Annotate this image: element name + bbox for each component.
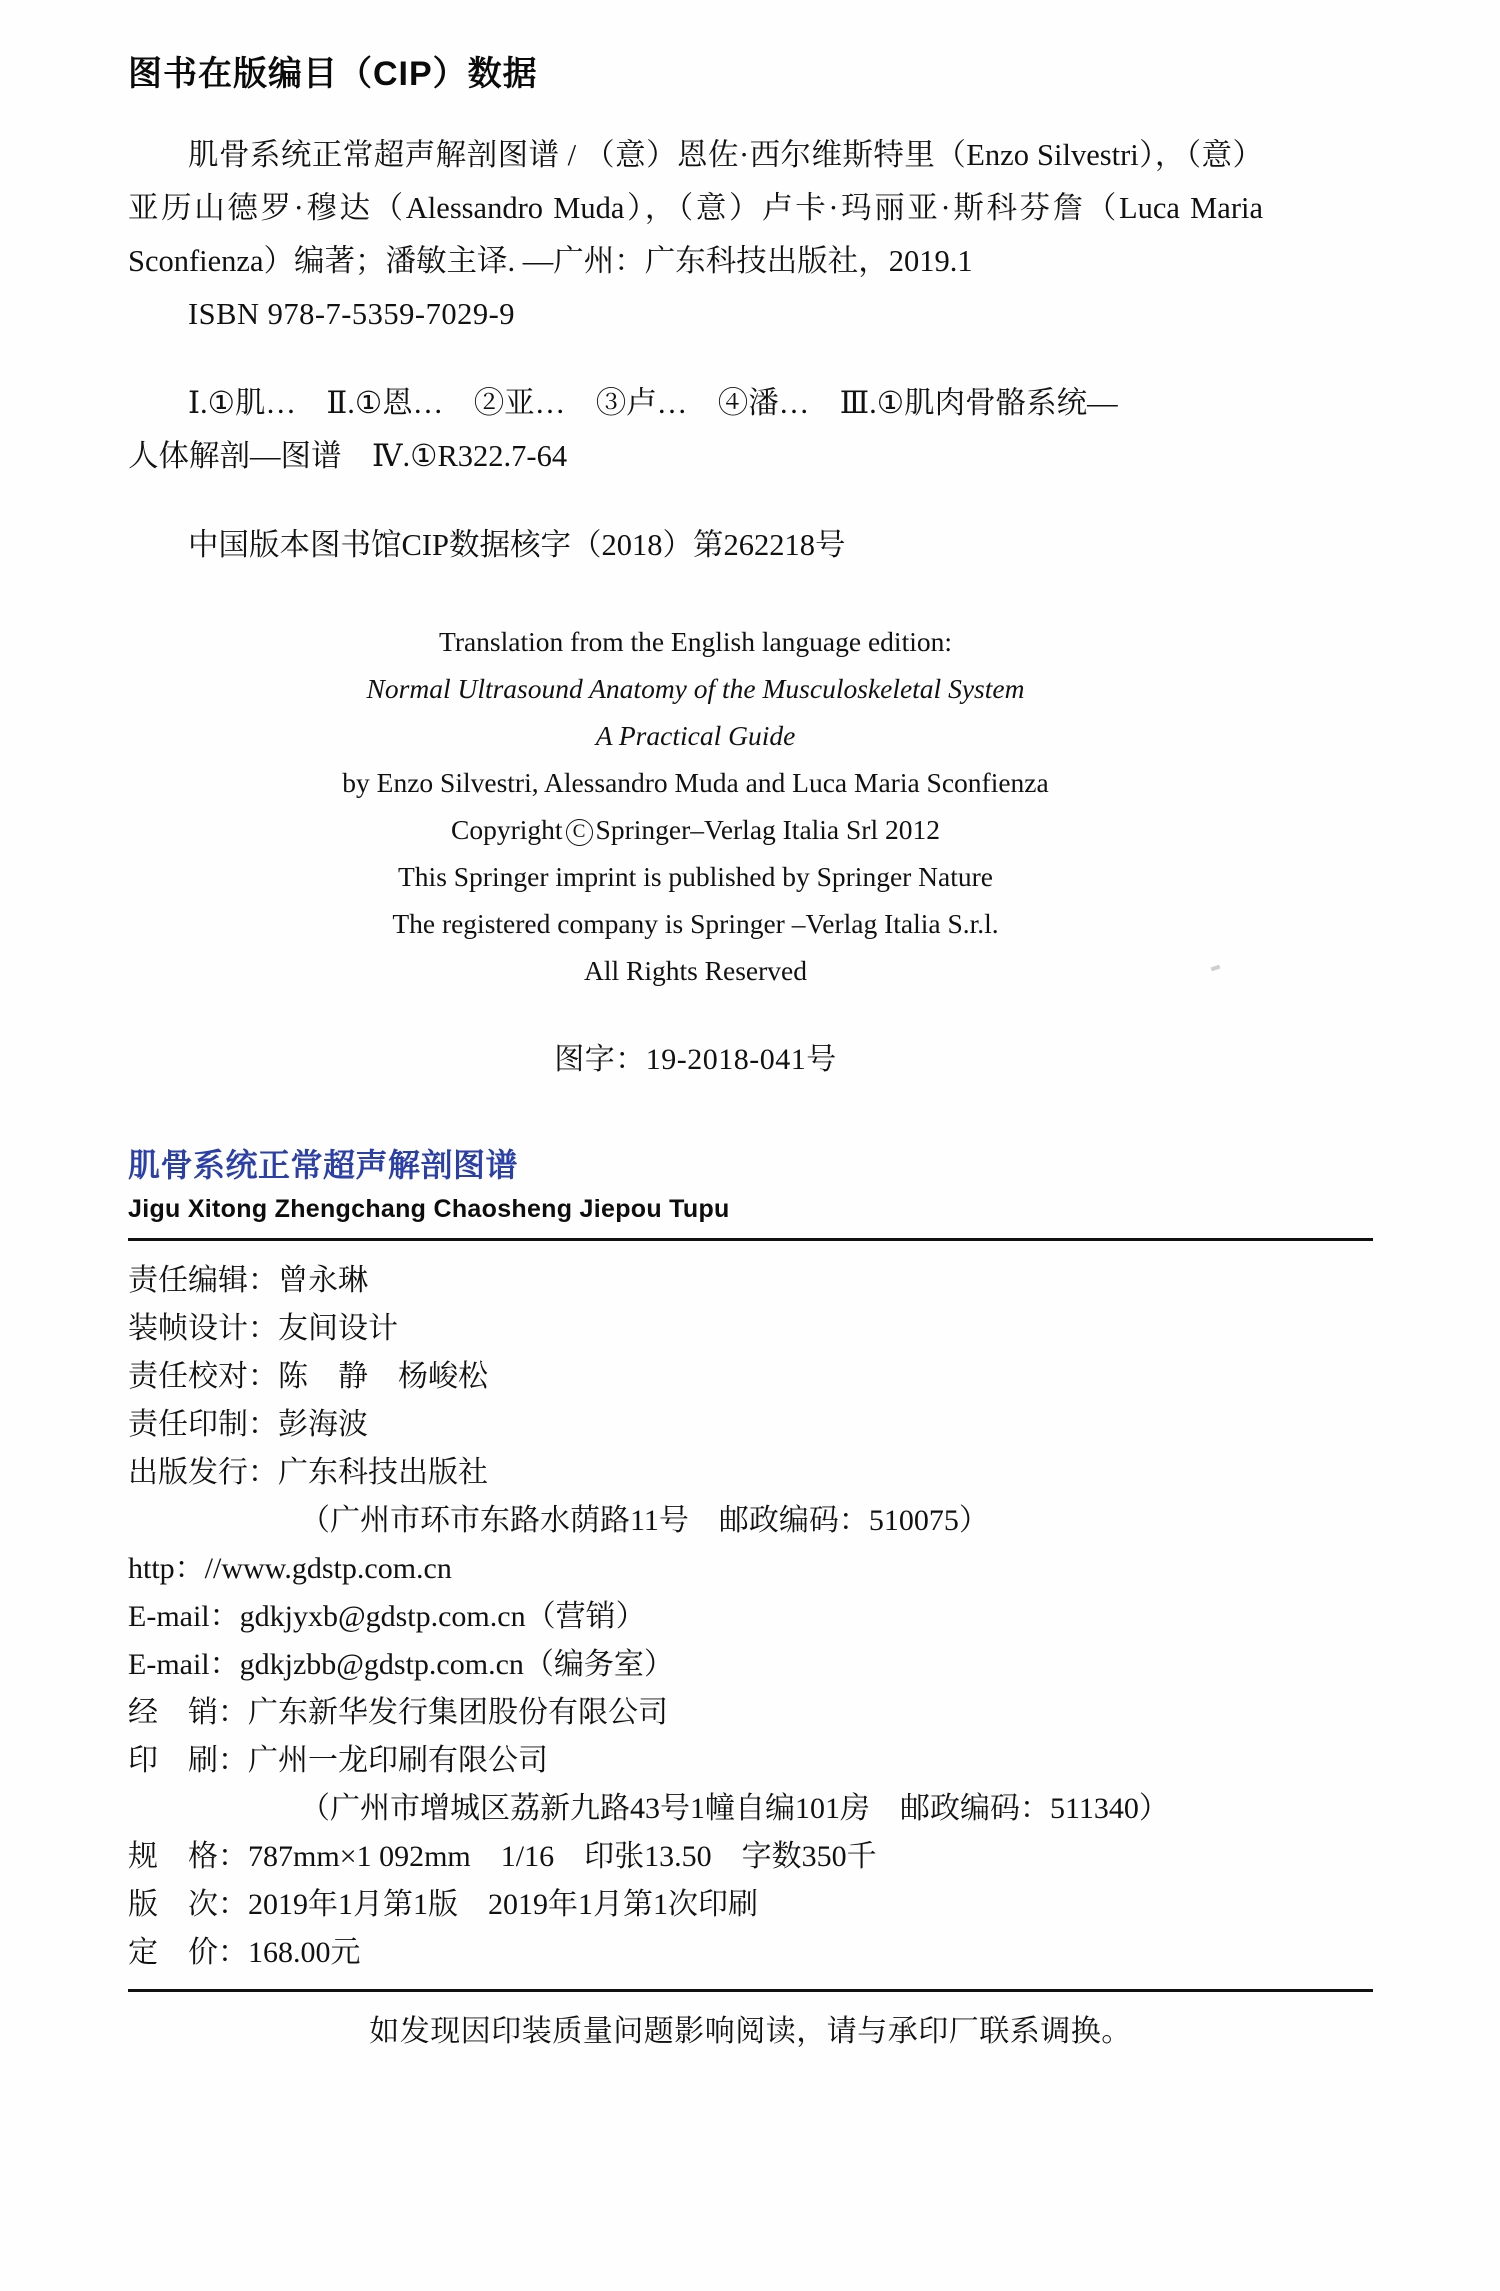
english-edition-block bbox=[128, 618, 1263, 994]
colophon-row-production: 责任印制：彭海波 bbox=[128, 1408, 368, 1441]
email-marketing: E-mail：gdkjyxb@gdstp.com.cn（营销） bbox=[128, 1600, 646, 1633]
spacer bbox=[128, 341, 1263, 377]
spacer bbox=[128, 483, 1263, 519]
english-authors: by Enzo Silvestri, Alessandro Muda and Luca Maria Sconfienza bbox=[342, 767, 1049, 798]
copyright-suffix: Springer–Verlag Italia Srl 2012 bbox=[595, 814, 940, 845]
colophon-row-price: 定 价：168.00元 bbox=[128, 1936, 361, 1969]
colophon-row-specs: 规 格：787mm×1 092mm 1/16 印张13.50 字数350千 bbox=[128, 1840, 877, 1873]
email-editorial: E-mail：gdkjzbb@gdstp.com.cn（编务室） bbox=[128, 1648, 674, 1681]
colophon-row-design: 装帧设计：友间设计 bbox=[128, 1312, 398, 1345]
springer-imprint-line: This Springer imprint is published by Springer Nature bbox=[398, 861, 993, 892]
colophon-row-editor: 责任编辑：曾永琳 bbox=[128, 1264, 368, 1297]
cip-block bbox=[128, 129, 1263, 572]
english-title: Normal Ultrasound Anatomy of the Musculoskeletal System bbox=[366, 673, 1025, 704]
divider-top bbox=[128, 1238, 1373, 1241]
copyright-prefix: Copyright bbox=[451, 814, 563, 845]
book-title-pinyin: Jigu Xitong Zhengchang Chaosheng Jiepou Tupu bbox=[128, 1195, 730, 1223]
colophon-block bbox=[128, 1257, 1378, 1977]
copyright-icon: C bbox=[566, 819, 593, 846]
isbn-line: ISBN 978-7-5359-7029-9 bbox=[188, 297, 515, 331]
colophon-row-distribution: 经 销：广东新华发行集团股份有限公司 bbox=[128, 1696, 668, 1729]
page-content bbox=[128, 0, 1378, 2050]
colophon-row-publisher: 出版发行：广东科技出版社 bbox=[128, 1456, 488, 1489]
cip-paragraph: 肌骨系统正常超声解剖图谱 / （意）恩佐·西尔维斯特里（Enzo Silvestri），（意）亚历山德罗·穆达（Alessandro Muda），（意）卢卡·玛丽亚·斯科芬詹（Luca Maria Sconfienza）编著；潘敏主译. —广州：广东科技出版社，2019.1 bbox=[128, 138, 1263, 278]
registered-company-line: The registered company is Springer –Verlag Italia S.r.l. bbox=[392, 908, 999, 939]
copyright-line bbox=[128, 806, 1263, 853]
license-number: 图字：19-2018-041号 bbox=[554, 1043, 837, 1076]
english-subtitle: A Practical Guide bbox=[595, 720, 796, 751]
publisher-website: http：//www.gdstp.com.cn bbox=[128, 1552, 452, 1585]
classification-line-1: Ⅰ.①肌… Ⅱ.①恩… ②亚… ③卢… ④潘… Ⅲ.①肌肉骨骼系统— bbox=[188, 386, 1118, 420]
rights-reserved-line: All Rights Reserved bbox=[583, 955, 808, 986]
colophon-row-printing: 印 刷：广州一龙印刷有限公司 bbox=[128, 1744, 548, 1777]
cip-archive-number: 中国版本图书馆CIP数据核字（2018）第262218号 bbox=[188, 528, 846, 562]
colophon-row-edition: 版 次：2019年1月第1版 2019年1月第1次印刷 bbox=[128, 1888, 758, 1921]
classification-line-2: 人体解剖—图谱 Ⅳ.①R322.7-64 bbox=[128, 439, 568, 473]
colophon-row-proofreading: 责任校对：陈 静 杨峻松 bbox=[128, 1360, 488, 1393]
translation-note: Translation from the English language edition: bbox=[438, 626, 952, 657]
cip-heading: 图书在版编目（CIP）数据 bbox=[128, 55, 538, 93]
book-title-chinese: 肌骨系统正常超声解剖图谱 bbox=[128, 1147, 519, 1183]
printer-address: （广州市增城区荔新九路43号1幢自编101房 邮政编码：511340） bbox=[300, 1792, 1169, 1825]
divider-bottom bbox=[128, 1989, 1373, 1992]
publisher-address: （广州市环市东路水荫路11号 邮政编码：510075） bbox=[300, 1504, 989, 1537]
quality-note: 如发现因印装质量问题影响阅读，请与承印厂联系调换。 bbox=[369, 2015, 1132, 2048]
